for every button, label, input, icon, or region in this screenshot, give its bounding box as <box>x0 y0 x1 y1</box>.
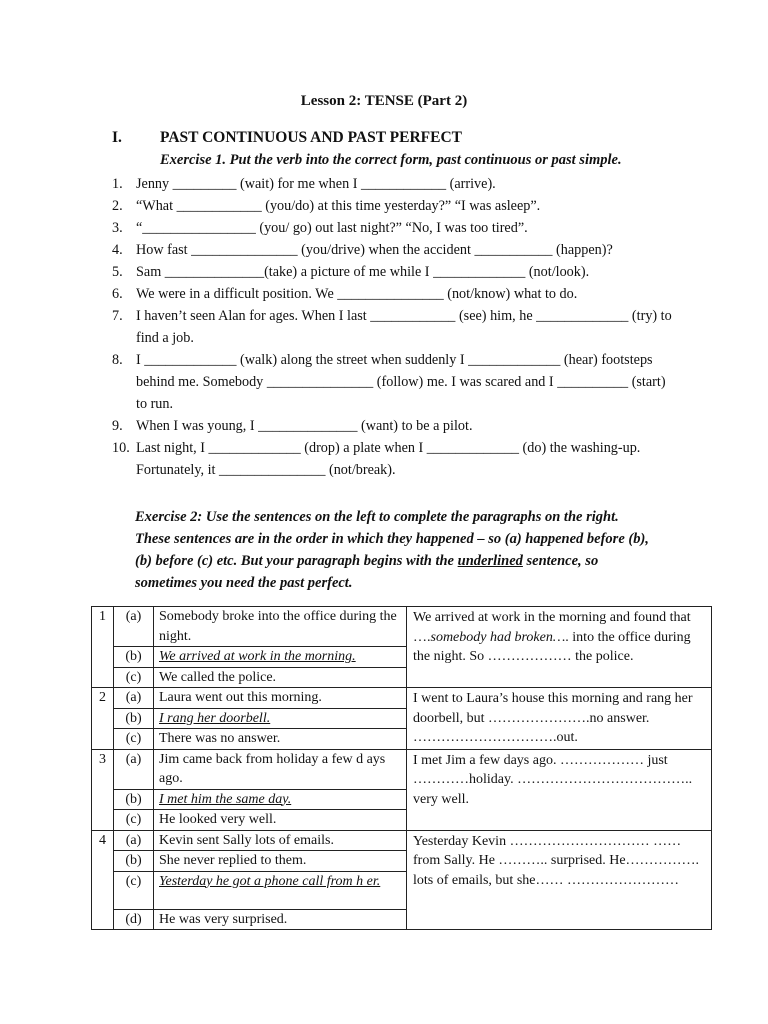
answer-paragraph[interactable] <box>407 749 712 830</box>
answer-example: somebody had broken… <box>430 629 566 645</box>
exercise1-instruction: Exercise 1. Put the verb into the correct form, past continuous or past simple. <box>160 152 622 168</box>
underlined-sentence: Yesterday he got a phone call from h er. <box>159 873 381 889</box>
sentence: We called the police. <box>159 669 277 685</box>
answer-paragraph[interactable] <box>407 607 712 688</box>
sentence-text <box>154 647 407 668</box>
sentence: Kevin sent Sally lots of emails. <box>159 832 334 848</box>
sentence-text <box>154 729 407 750</box>
sentence-text <box>154 667 407 688</box>
sentence-letter: (b) <box>114 647 154 668</box>
answer-paragraph[interactable] <box>407 688 712 750</box>
sentence: He looked very well. <box>159 812 277 827</box>
exercise1-item <box>112 173 672 195</box>
underlined-sentence: I rang her doorbell. <box>159 710 271 726</box>
underlined-sentence: We arrived at work in the morning. <box>159 649 356 664</box>
item-text: I _____________ (walk) along the street when suddenly I _____________ (hear) footsteps behind me. Somebody _______________ (follow) me. I was scared and I __________ (start) to run. <box>136 352 666 412</box>
item-number: 8. <box>112 352 123 368</box>
exercise2-table <box>91 606 712 930</box>
sentence: Jim came back from holiday a few d ays ago. <box>159 751 386 786</box>
exercise1-item <box>112 239 672 261</box>
lesson-title: Lesson 2: TENSE (Part 2) <box>300 93 468 109</box>
item-text: “What ____________ (you/do) at this time yesterday?” “I was asleep”. <box>136 198 541 214</box>
item-text: How fast _______________ (you/drive) when the accident ___________ (happen)? <box>136 242 613 258</box>
exercise2-instruction <box>135 506 655 594</box>
item-text: I haven’t seen Alan for ages. When I last ____________ (see) him, he _____________ (try) to find a job. <box>136 308 672 346</box>
answer-text: I went to Laura’s house this morning and rang her doorbell, but ………………….no answer. ………………………….out. <box>413 691 693 745</box>
item-text: When I was young, I ______________ (want) to be a pilot. <box>136 418 473 434</box>
item-text: “________________ (you/ go) out last night?” “No, I was too tired”. <box>136 220 528 236</box>
sentence-text <box>154 851 407 872</box>
exercise1-item <box>112 305 672 349</box>
sentence-text <box>154 810 407 831</box>
answer-text: We arrived at work in the morning and found that …. <box>413 610 691 645</box>
exercise2-row <box>92 688 712 709</box>
sentence-letter: (a) <box>114 688 154 709</box>
item-number: 3. <box>112 220 123 236</box>
group-number: 1 <box>92 607 114 688</box>
exercise1-item <box>112 283 672 305</box>
exercise1-list <box>112 173 672 481</box>
group-number: 3 <box>92 749 114 830</box>
exercise2-row <box>92 830 712 851</box>
sentence-text <box>154 749 407 789</box>
exercise1-item <box>112 217 672 239</box>
item-number: 2. <box>112 198 123 214</box>
sentence-letter: (a) <box>114 830 154 851</box>
sentence-letter: (d) <box>114 909 154 930</box>
exercise2-instruction-part2: sentence, so sometimes you need the past perfect. <box>135 553 599 591</box>
sentence-text <box>154 789 407 810</box>
exercise2-instruction-part1: Exercise 2: Use the sentences on the left to complete the paragraphs on the right. These sentences are in the order in which they happened – so (a) happened before (b), (b) before (c) etc. But your paragraph begins with the <box>135 509 649 569</box>
sentence-letter: (b) <box>114 851 154 872</box>
item-number: 4. <box>112 242 123 258</box>
sentence: He was very surprised. <box>159 911 288 927</box>
exercise2-row <box>92 607 712 647</box>
item-text: We were in a difficult position. We _______________ (not/know) what to do. <box>136 286 578 302</box>
item-number: 6. <box>112 286 123 302</box>
group-number: 4 <box>92 830 114 930</box>
sentence: Laura went out this morning. <box>159 690 322 705</box>
sentence: Somebody broke into the office during the night. <box>159 609 397 644</box>
sentence: There was no answer. <box>159 731 281 746</box>
section-title: PAST CONTINUOUS AND PAST PERFECT <box>160 129 463 146</box>
sentence-letter: (c) <box>114 810 154 831</box>
sentence-letter: (b) <box>114 708 154 729</box>
underlined-sentence: I met him the same day. <box>159 791 292 807</box>
exercise1-item <box>112 195 672 217</box>
sentence: She never replied to them. <box>159 853 307 868</box>
sentence-text <box>154 688 407 709</box>
item-number: 10. <box>112 440 130 456</box>
exercise1-item <box>112 349 672 415</box>
exercise2-row <box>92 749 712 789</box>
item-number: 7. <box>112 308 123 324</box>
section-number: I. <box>112 129 122 146</box>
sentence-text <box>154 871 407 909</box>
sentence-text <box>154 607 407 647</box>
item-text: Last night, I _____________ (drop) a plate when I _____________ (do) the washing-up. Fortunately, it _______________ (not/break). <box>136 440 641 478</box>
sentence-letter: (c) <box>114 871 154 909</box>
sentence-letter: (a) <box>114 607 154 647</box>
answer-text-end: . into the office during the night. So ……………… the police. <box>413 629 691 664</box>
group-number: 2 <box>92 688 114 750</box>
exercise1-item <box>112 437 672 481</box>
item-number: 9. <box>112 418 123 434</box>
section-heading <box>112 129 462 147</box>
item-number: 5. <box>112 264 123 280</box>
sentence-text <box>154 830 407 851</box>
sentence-letter: (c) <box>114 729 154 750</box>
item-text: Jenny _________ (wait) for me when I ____________ (arrive). <box>136 176 496 192</box>
exercise1-item <box>112 261 672 283</box>
item-number: 1. <box>112 176 123 192</box>
sentence-letter: (b) <box>114 789 154 810</box>
sentence-text <box>154 909 407 930</box>
sentence-letter: (c) <box>114 667 154 688</box>
exercise1-item <box>112 415 672 437</box>
sentence-letter: (a) <box>114 749 154 789</box>
exercise2-instruction-underlined: underlined <box>457 553 523 569</box>
sentence-text <box>154 708 407 729</box>
answer-text: Yesterday Kevin ………………………… …… from Sally. He ……….. surprised. He……………. lots of emails, but she…… …………………… <box>413 833 700 888</box>
item-text: Sam ______________(take) a picture of me while I _____________ (not/look). <box>136 264 590 280</box>
answer-text: I met Jim a few days ago. ……………… just …………holiday. ……………………………….. very well. <box>413 752 693 807</box>
answer-paragraph[interactable] <box>407 830 712 930</box>
